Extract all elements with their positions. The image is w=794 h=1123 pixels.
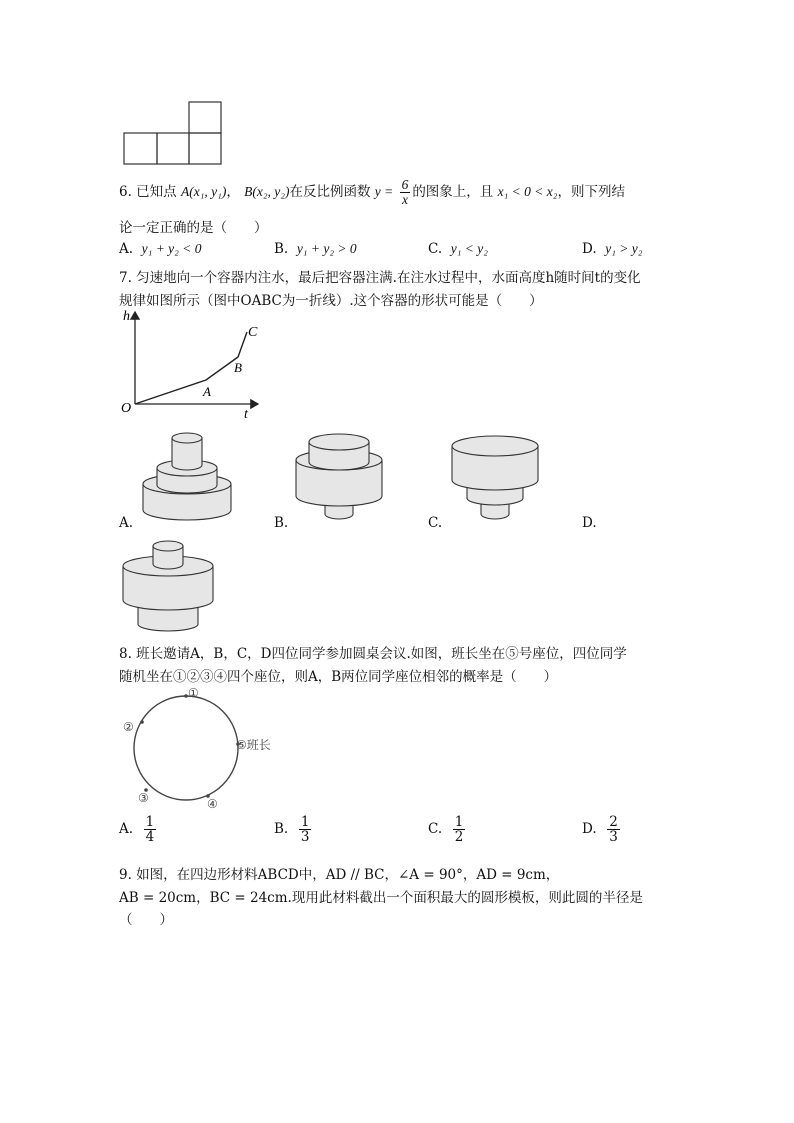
squares-figure [122,100,226,166]
q6-point-a: A(x₁, y₁) [180,184,227,200]
q7-broken-line [135,332,247,404]
q8-seat-diagram [118,684,298,812]
q6-option-a: A. y₁ + y₂ < 0 [119,241,202,257]
q6-function-fraction: $\frac{6}{x}$ [401,177,409,208]
q6-option-c: C. y₁ < y₂ [428,241,488,257]
q6-line1: 6. 已知点 A(x₁, y₁)， B(x₂, y₂)在反比例函数 y = $\frac{6}{x}$ 的图象上，且 x₁ < 0 < x₂，则下列结 [119,177,625,208]
q6-option-d: D. y₁ > y₂ [582,241,643,257]
q7-container-d [120,538,216,634]
q8-option-c: C. $\frac{1}{2}$ [428,814,464,846]
q7-line1: 7. 匀速地向一个容器内注水，最后把容器注满.在注水过程中，水面高度h随时间t的变化 [119,270,641,286]
seat-2-label: ② [123,720,134,734]
q7-option-c: C. [428,515,443,531]
seat-4-label: ④ [207,797,218,811]
q7-label-a: A [203,384,211,399]
q7-label-o: O [121,401,132,416]
q9-line3: （ ） [119,912,173,928]
q7-label-t: t [244,407,248,422]
q7-container-a [140,428,235,526]
seat-1-label: ① [188,686,199,700]
q8-option-a: A. $\frac{1}{4}$ [119,814,155,846]
q9-line1: 9. 如图，在四边形材料ABCD中，AD // BC，∠A = 90°，AD = 9cm， [119,867,560,883]
q7-label-h: h [123,309,130,324]
seat-3-label: ③ [138,791,149,805]
q7-label-c: C [248,325,258,340]
q7-option-a: A. [119,515,134,531]
q7-container-b [294,432,386,524]
q8-line2: 随机坐在①②③④四个座位，则A，B两位同学座位相邻的概率是（ ） [119,669,558,685]
seat-5-label: ⑤班长 [236,738,271,752]
round-table [134,696,238,800]
q7-container-c [450,434,542,524]
q6-line2: 论一定正确的是（ ） [119,220,268,236]
q9-line2: AB = 20cm，BC = 24cm.现用此材料截出一个面积最大的圆形模板，则此圆的半径是 [119,890,643,906]
q7-line2: 规律如图所示（图中OABC为一折线）.这个容器的形状可能是（ ） [119,293,543,309]
q6-option-b: B. y₁ + y₂ > 0 [274,241,357,257]
q6-point-b: B(x₂, y₂) [244,184,290,200]
q8-option-b: B. $\frac{1}{3}$ [274,814,310,846]
q7-option-b: B. [274,515,289,531]
q7-label-b: B [234,360,242,375]
q7-graph [118,306,268,424]
q8-option-d: D. $\frac{2}{3}$ [582,814,618,846]
q7-option-d: D. [582,515,597,531]
q8-line1: 8. 班长邀请A，B，C，D四位同学参加圆桌会议.如图，班长坐在⑤号座位，四位同学 [119,646,627,662]
